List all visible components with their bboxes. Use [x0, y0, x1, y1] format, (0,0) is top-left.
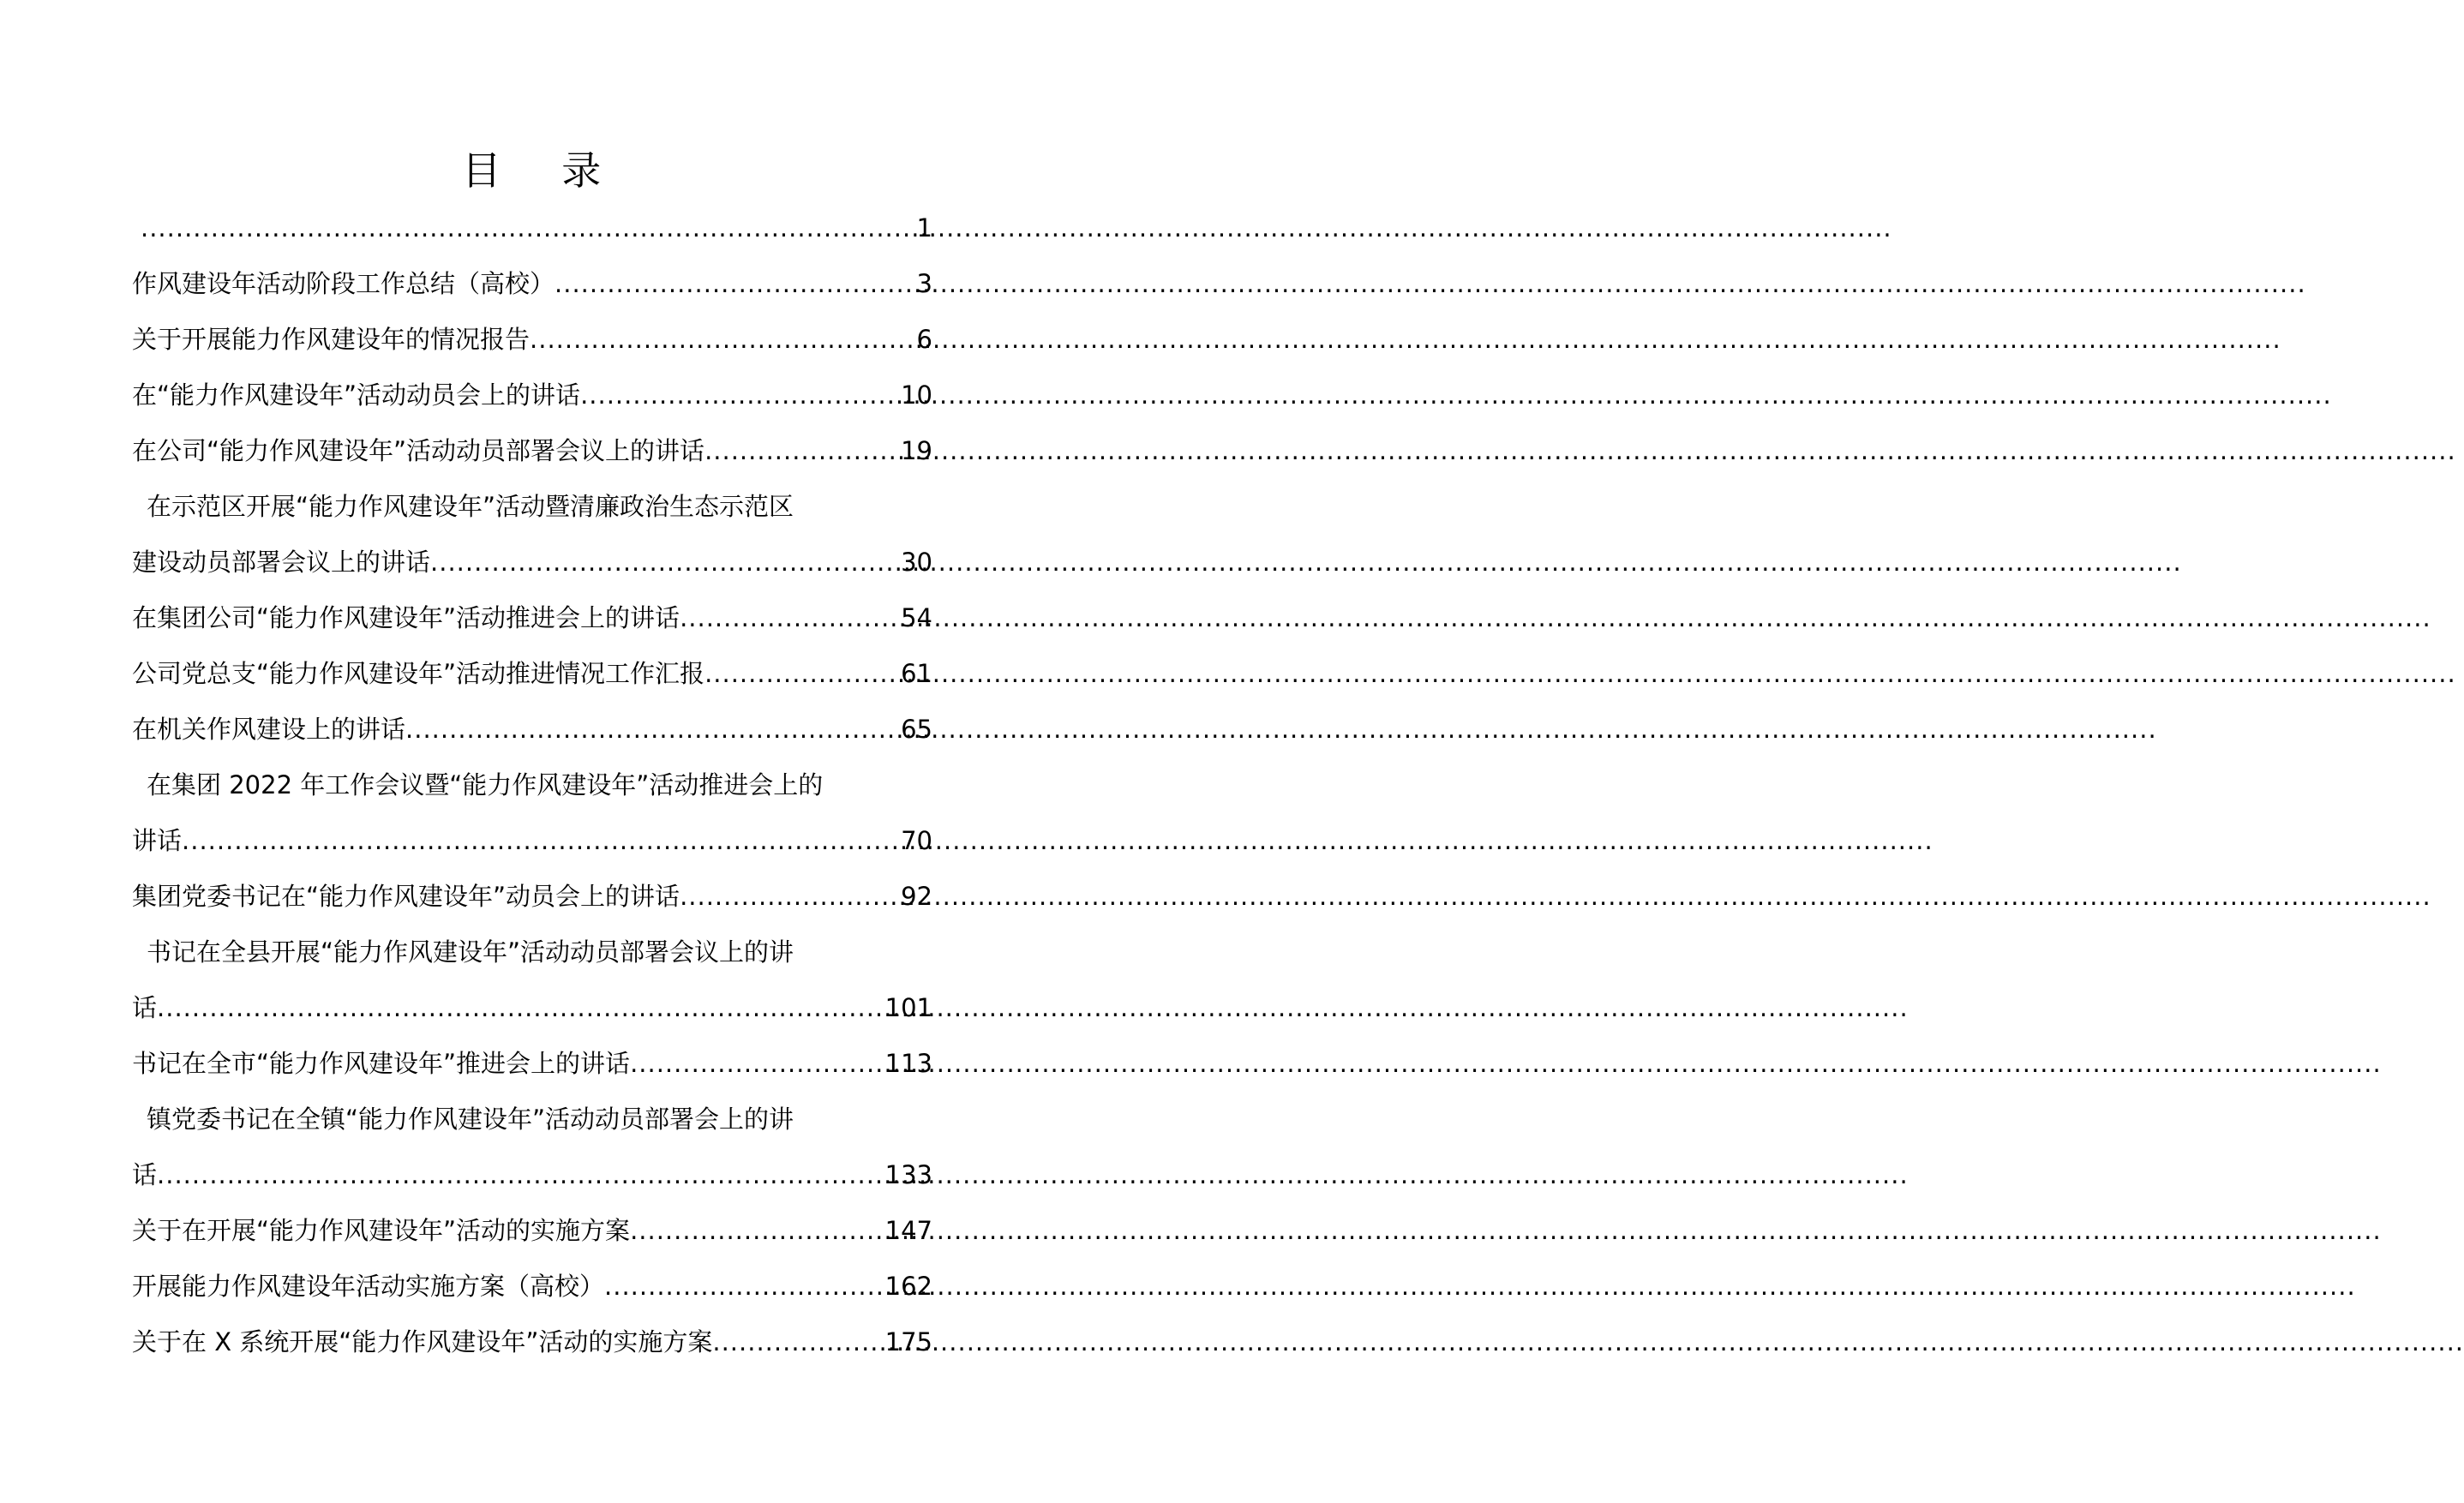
- toc-entry[interactable]: [132, 423, 932, 479]
- toc-page-number: 6: [916, 325, 932, 354]
- toc-entry[interactable]: [132, 1036, 932, 1092]
- toc-page-number: 54: [901, 603, 932, 632]
- toc-entry-title: 建设动员部署会议上的讲话: [132, 548, 431, 577]
- toc-entry-title: 在集团 2022 年工作会议暨“能力作风建设年”活动推进会上的: [147, 770, 824, 799]
- toc-entry-title: 在机关作风建设上的讲话: [132, 715, 406, 744]
- toc-entry-title: 书记在全县开展“能力作风建设年”活动动员部署会议上的讲: [147, 937, 794, 967]
- toc-entry-title: 在示范区开展“能力作风建设年”活动暨清廉政治生态示范区: [147, 492, 794, 521]
- toc-page-number: 70: [901, 826, 932, 855]
- toc-dot-leader: [430, 535, 899, 590]
- toc-entry-title: 集团党委书记在“能力作风建设年”动员会上的讲话: [132, 882, 680, 911]
- toc-entry-title: 话: [132, 1160, 158, 1189]
- toc-entry-title: 关于在 X 系统开展“能力作风建设年”活动的实施方案: [132, 1327, 713, 1356]
- toc-entry[interactable]: [132, 201, 932, 256]
- toc-page-number: 147: [884, 1216, 932, 1245]
- toc-page-number: 92: [901, 882, 932, 911]
- toc-entry[interactable]: [132, 869, 932, 925]
- toc-dot-leader: [630, 1036, 884, 1092]
- toc-entry-title: 关于开展能力作风建设年的情况报告: [132, 325, 531, 354]
- toc-dot-leader: [555, 256, 915, 312]
- toc-entry-title: 话: [132, 993, 158, 1022]
- toc-dot-leader: [157, 1147, 884, 1203]
- toc-dot-leader: [580, 368, 899, 423]
- toc-dot-leader: [182, 813, 899, 869]
- toc-entry[interactable]: [132, 1092, 932, 1203]
- toc-dot-leader: [157, 980, 884, 1036]
- toc-dot-leader: [141, 201, 915, 256]
- toc-entry[interactable]: [132, 312, 932, 368]
- page-title: 目 录: [461, 147, 626, 194]
- toc-page-number: 133: [884, 1160, 932, 1189]
- toc-entry-title: 公司党总支“能力作风建设年”活动推进情况工作汇报: [132, 659, 705, 688]
- toc-entry[interactable]: [132, 757, 932, 869]
- toc-entry[interactable]: [132, 1259, 932, 1314]
- toc-entry-title: 镇党委书记在全镇“能力作风建设年”活动动员部署会上的讲: [147, 1105, 794, 1134]
- toc-page-number: 175: [884, 1327, 932, 1356]
- toc-page-number: 61: [901, 659, 932, 688]
- toc-dot-leader: [530, 312, 915, 368]
- toc-page-number: 101: [884, 993, 932, 1022]
- toc-entry-title: 在公司“能力作风建设年”活动动员部署会议上的讲话: [132, 436, 705, 465]
- toc-entry[interactable]: [132, 1203, 932, 1259]
- toc-entry-title: 开展能力作风建设年活动实施方案（高校）: [132, 1272, 605, 1301]
- toc-page-number: 162: [884, 1272, 932, 1301]
- toc-dot-leader: [680, 869, 899, 925]
- toc-dot-leader: [704, 646, 899, 702]
- toc-entry[interactable]: [132, 1314, 932, 1370]
- toc-page-number: 30: [901, 548, 932, 577]
- toc-entry[interactable]: [132, 256, 932, 312]
- toc-entry[interactable]: [132, 368, 932, 423]
- toc-entry-title: 书记在全市“能力作风建设年”推进会上的讲话: [132, 1049, 631, 1078]
- toc-page-number: 19: [901, 436, 932, 465]
- toc-entry[interactable]: [132, 590, 932, 646]
- toc-dot-leader: [630, 1203, 884, 1259]
- toc-entry[interactable]: [132, 646, 932, 702]
- toc-page-number: 1: [916, 213, 932, 243]
- toc-entry[interactable]: [132, 479, 932, 590]
- toc-entry-title: 关于在开展“能力作风建设年”活动的实施方案: [132, 1216, 631, 1245]
- toc-dot-leader: [712, 1314, 883, 1370]
- toc-entry-title: 在“能力作风建设年”活动动员会上的讲话: [132, 380, 581, 410]
- toc-dot-leader: [704, 423, 899, 479]
- toc-entry-title: 在集团公司“能力作风建设年”活动推进会上的讲话: [132, 603, 680, 632]
- toc-page-number: 113: [884, 1049, 932, 1078]
- toc-entry-title: 作风建设年活动阶段工作总结（高校）: [132, 269, 555, 298]
- toc-page-number: 3: [916, 269, 932, 298]
- toc-entry[interactable]: [132, 925, 932, 1036]
- toc-entry-title: 讲话: [132, 826, 183, 855]
- toc-page-number: 10: [901, 380, 932, 410]
- table-of-contents: [132, 201, 932, 1370]
- toc-page-number: 65: [901, 715, 932, 744]
- toc-dot-leader: [680, 590, 899, 646]
- toc-dot-leader: [405, 702, 899, 757]
- toc-entry[interactable]: [132, 702, 932, 757]
- toc-dot-leader: [604, 1259, 884, 1314]
